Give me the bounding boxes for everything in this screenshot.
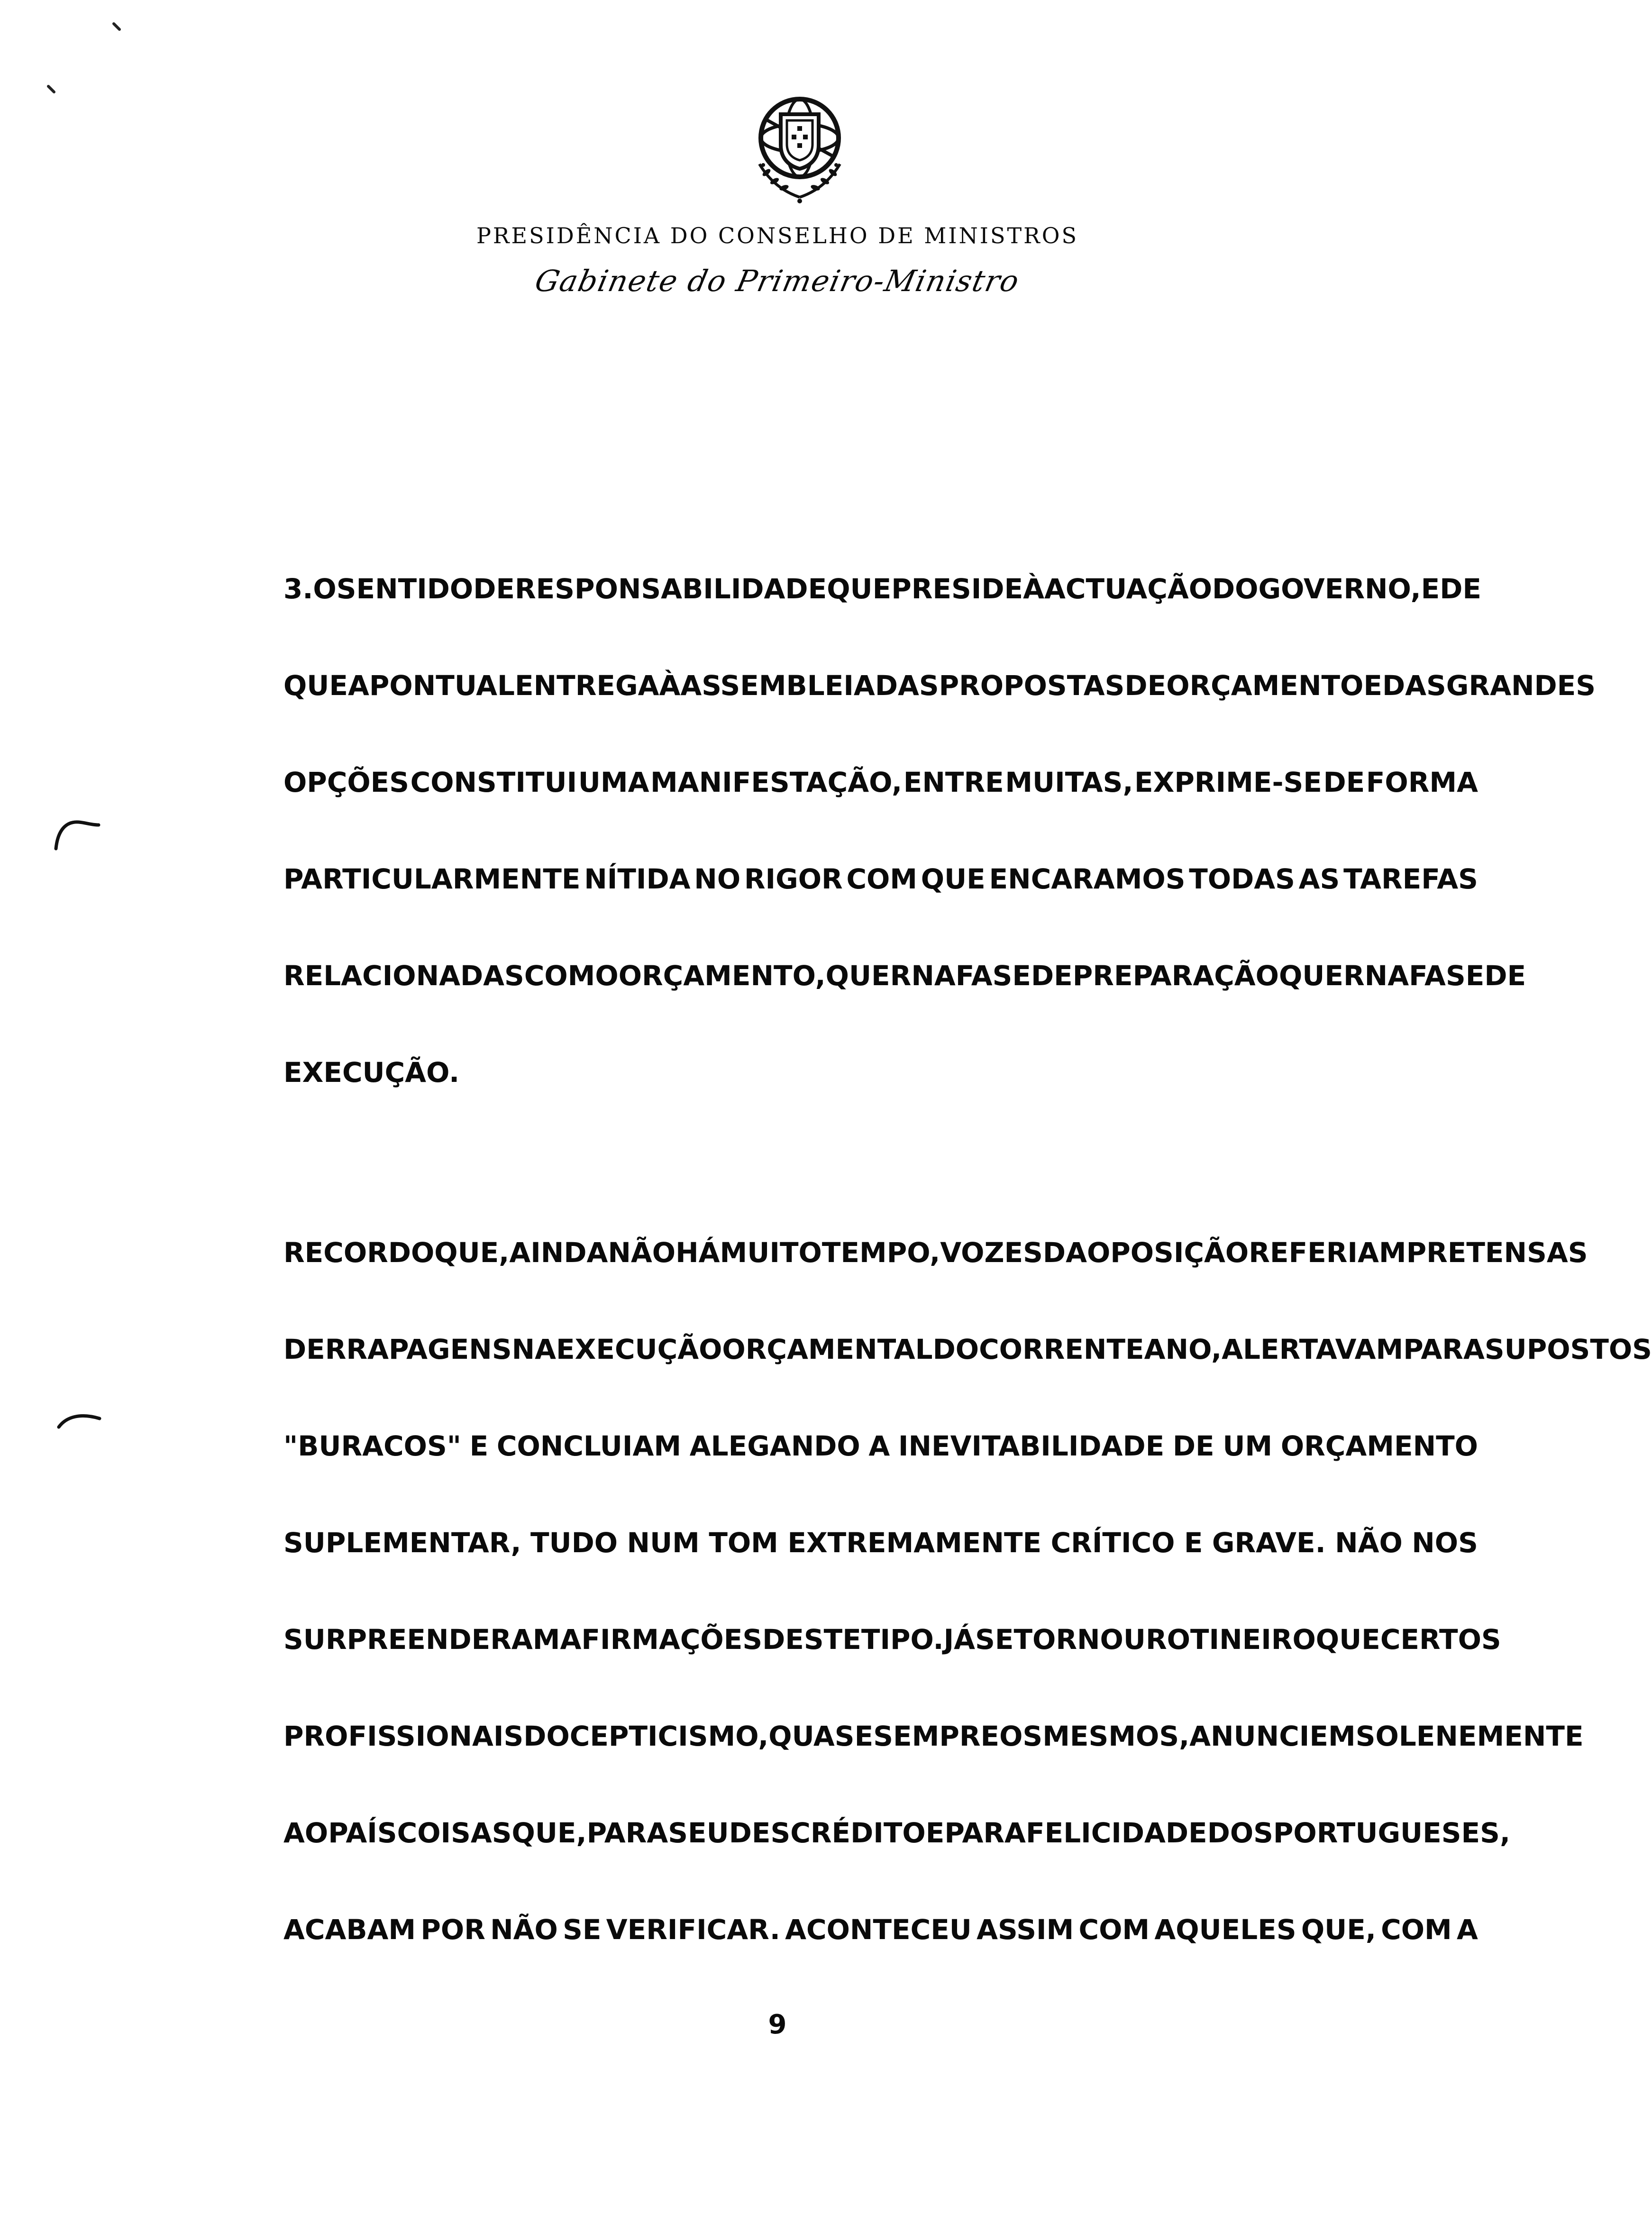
text-line: PARTICULARMENTE NÍTIDA NO RIGOR COM QUE ENCARAMOS TODAS AS TAREFAS [283,863,1478,895]
text-line: AO PAÍS COISAS QUE, PARA SEU DESCRÉDITO E PARA FELICIDADE DOS PORTUGUESES, [283,1817,1510,1849]
text-line: EXECUÇÃO. [283,1056,460,1089]
page-number: 9 [768,2009,787,2040]
text-line: PROFISSIONAIS DO CEPTICISMO, QUASE SEMPRE OS MESMOS, ANUNCIEM SOLENEMENTE [283,1720,1584,1752]
punch-hole-mark-lower [52,1403,109,1437]
text-line: SURPREENDERAM AFIRMAÇÕES DESTE TIPO. JÁ SE TORNOU ROTINEIRO QUE CERTOS [283,1623,1501,1656]
text-line: "BURACOS" E CONCLUIAM ALEGANDO A INEVITABILIDADE DE UM ORÇAMENTO [283,1430,1478,1462]
ministry-subtitle: Gabinete do Primeiro-Ministro [532,264,1023,298]
portuguese-coat-of-arms-icon [740,93,859,207]
text-line: RECORDO QUE, AINDA NÃO HÁ MUITO TEMPO, VOZES DA OPOSIÇÃO REFERIAM PRETENSAS [283,1236,1588,1269]
scan-mark-top-left [43,81,62,100]
scan-mark-top [109,19,128,38]
text-line: ACABAM POR NÃO SE VERIFICAR. ACONTECEU ASSIM COM AQUELES QUE, COM A [283,1913,1478,1946]
text-line: DERRAPAGENS NA EXECUÇÃO ORÇAMENTAL DO CORRENTE ANO, ALERTAVAM PARA SUPOSTOS [283,1333,1652,1365]
ministry-title: PRESIDÊNCIA DO CONSELHO DE MINISTROS [476,223,1079,248]
text-line: RELACIONADAS COM O ORÇAMENTO, QUER NA FASE DE PREPARAÇÃO QUER NA FASE DE [283,960,1526,992]
paragraph-point-3 [283,572,1596,1152]
text-line: 3. O SENTIDO DE RESPONSABILIDADE QUE PRESIDE À ACTUAÇÃO DO GOVERNO, E DE [283,573,1482,605]
text-line: QUE A PONTUAL ENTREGA À ASSEMBLEIA DAS PROPOSTAS DE ORÇAMENTO E DAS GRANDES [283,669,1596,702]
punch-hole-mark-upper [47,811,104,853]
text-line: OPÇÕES CONSTITUI UMA MANIFESTAÇÃO, ENTRE MUITAS, EXPRIME-SE DE FORMA [283,766,1478,798]
text-line: SUPLEMENTAR, TUDO NUM TOM EXTREMAMENTE CRÍTICO E GRAVE. NÃO NOS [283,1527,1478,1559]
paragraph-recordo [283,1236,1652,2009]
